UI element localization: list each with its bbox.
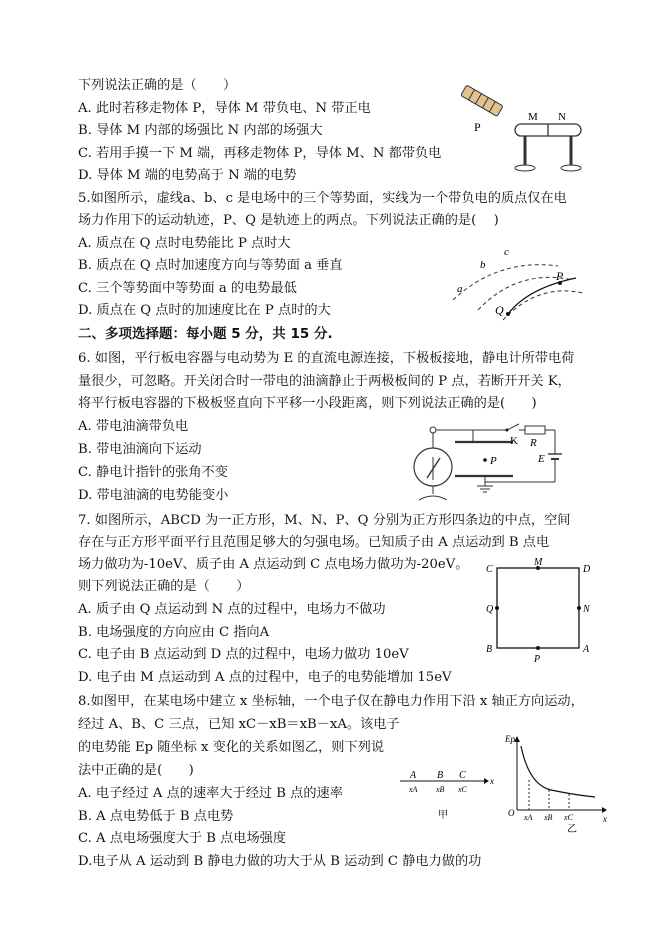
- label-p: P: [490, 455, 497, 467]
- q7-option-b: B. 电场强度的方向应由 C 指向A: [78, 625, 270, 640]
- q7-option-c: C. 电子由 B 点运动到 D 点的过程中，电场力做功 10eV: [78, 647, 409, 662]
- label-c: c: [504, 246, 509, 258]
- q6-option-d: D. 带电油滴的电势能变小: [78, 488, 229, 503]
- q7-square-figure: [483, 556, 603, 668]
- q4-stem: 下列说法正确的是（ ）: [78, 78, 237, 93]
- label-xa: xA: [409, 785, 418, 794]
- q4-conductor-figure: [455, 82, 595, 182]
- q6-option-b: B. 带电油滴向下运动: [78, 442, 202, 457]
- label-p: P: [474, 120, 481, 134]
- label-e: E: [538, 453, 545, 465]
- label-a: A: [410, 770, 417, 781]
- label-xb: xB: [436, 785, 445, 794]
- label-n: N: [583, 604, 590, 615]
- q8-option-c: C. A 点电场强度大于 B 点电场强度: [78, 831, 287, 846]
- label-p: P: [556, 269, 564, 283]
- label-b: b: [480, 259, 486, 271]
- label-c: C: [486, 564, 493, 575]
- label-o: O: [508, 808, 515, 818]
- label-xc: xC: [458, 785, 467, 794]
- q7-stem-line4: 则下列说法正确的是（ ）: [78, 579, 250, 594]
- q8-stem-line3: 的电势能 Ep 随坐标 x 变化的关系如图乙，则下列说: [78, 740, 385, 755]
- q7-stem-line1: 7. 如图所示，ABCD 为一正方形，M、N、P、Q 分别为正方形四条边的中点，空间: [78, 513, 571, 528]
- q7-option-a: A. 质子由 Q 点运动到 N 点的过程中，电场力不做功: [78, 602, 386, 617]
- label-q: Q: [486, 604, 494, 615]
- q5-option-a: A. 质点在 Q 点时电势能比 P 点时大: [78, 236, 291, 251]
- label-p: P: [534, 654, 541, 665]
- q5-option-d: D. 质点在 Q 点时的加速度比在 P 点时的大: [78, 303, 331, 318]
- resistor-icon: [525, 426, 545, 434]
- label-b: B: [486, 644, 493, 655]
- label-r: R: [530, 437, 537, 449]
- q6-capacitor-circuit-figure: [405, 422, 565, 507]
- label-q: Q: [495, 303, 504, 317]
- label-a: A: [583, 644, 590, 655]
- q8-option-d: D.电子从 A 运动到 B 静电力做的功大于从 B 运动到 C 静电力做的功: [78, 854, 482, 869]
- q4-option-d: D. 导体 M 端的电势高于 N 端的电势: [78, 168, 297, 183]
- label-m: M: [528, 111, 538, 123]
- label-n: N: [558, 111, 566, 123]
- q6-option-a: A. 带电油滴带负电: [78, 419, 189, 434]
- label-c: C: [459, 770, 466, 781]
- label-b: B: [437, 770, 444, 781]
- q5-option-c: C. 三个等势面中等势面 a 的电势最低: [78, 281, 297, 296]
- q8-figure-jia: [398, 768, 498, 822]
- label-xa: xA: [524, 813, 533, 822]
- section-heading: 二、多项选择题：每小题 5 分，共 15 分.: [78, 326, 333, 342]
- q6-stem-line2: 量很少，可忽略。开关闭合时一带电的油滴静止于两极板间的 P 点，若断开开关 K，: [78, 374, 571, 389]
- caption-jia: 甲: [438, 810, 448, 821]
- q4-option-b: B. 导体 M 内部的场强比 N 内部的场强大: [78, 123, 323, 138]
- q8-stem-line4: 法中正确的是( ): [78, 763, 194, 778]
- q4-option-c: C. 若用手摸一下 M 端，再移走物体 P，导体 M、N 都带负电: [78, 146, 442, 161]
- ep-curve: [521, 746, 595, 797]
- q8-stem-line1: 8.如图甲，在某电场中建立 x 坐标轴，一个电子仅在静电力作用下沿 x 轴正方向运动，: [78, 694, 584, 709]
- label-x: x: [603, 814, 607, 824]
- caption-yi: 乙: [567, 824, 577, 835]
- charged-rod-icon: [461, 85, 503, 116]
- switch-icon: [507, 424, 519, 430]
- q4-option-a: A. 此时若移走物体 P，导体 M 带负电、N 带正电: [78, 101, 371, 116]
- q5-equipotential-figure: [448, 238, 588, 328]
- q7-stem-line3: 场力做功为-10eV、质子由 A 点运动到 C 点电场力做功为-20eV。: [78, 557, 469, 572]
- q5-stem-line2: 场力作用下的运动轨迹，P、Q 是轨迹上的两点。下列说法正确的是( ): [78, 213, 499, 228]
- label-xc: xC: [564, 813, 573, 822]
- label-d: D: [583, 564, 591, 575]
- q8-option-b: B. A 点电势低于 B 点电势: [78, 809, 234, 824]
- q7-option-d: D. 电子由 M 点运动到 A 点的过程中，电子的电势能增加 15eV: [78, 670, 452, 685]
- q7-stem-line2: 存在与正方形平面平行且范围足够大的匀强电场。已知质子由 A 点运动到 B 点电: [78, 535, 550, 550]
- q6-option-c: C. 静电计指针的张角不变: [78, 465, 228, 480]
- label-a: a: [457, 283, 463, 295]
- q6-stem-line3: 将平行板电容器的下极板竖直向下平移一小段距离，则下列说法正确的是( ): [78, 396, 537, 411]
- q8-figure-yi: [503, 730, 613, 835]
- label-k: K: [510, 435, 518, 447]
- q5-option-b: B. 质点在 Q 点时加速度方向与等势面 a 垂直: [78, 258, 343, 273]
- q6-stem-line1: 6. 如图，平行板电容器与电动势为 E 的直流电源连接，下极板接地，静电计所带电荷: [78, 351, 575, 366]
- label-m: M: [534, 557, 543, 568]
- label-ep: Ep: [505, 734, 515, 744]
- label-xb: xB: [544, 813, 553, 822]
- label-x: x: [490, 776, 494, 786]
- q8-option-a: A. 电子经过 A 点的速率大于经过 B 点的速率: [78, 786, 343, 801]
- q8-stem-line2: 经过 A、B、C 三点，已知 xC－xB＝xB－xA。该电子: [78, 717, 400, 732]
- q5-stem-line1: 5.如图所示，虚线a、b、c 是电场中的三个等势面，实线为一个带负电的质点仅在电: [78, 191, 567, 206]
